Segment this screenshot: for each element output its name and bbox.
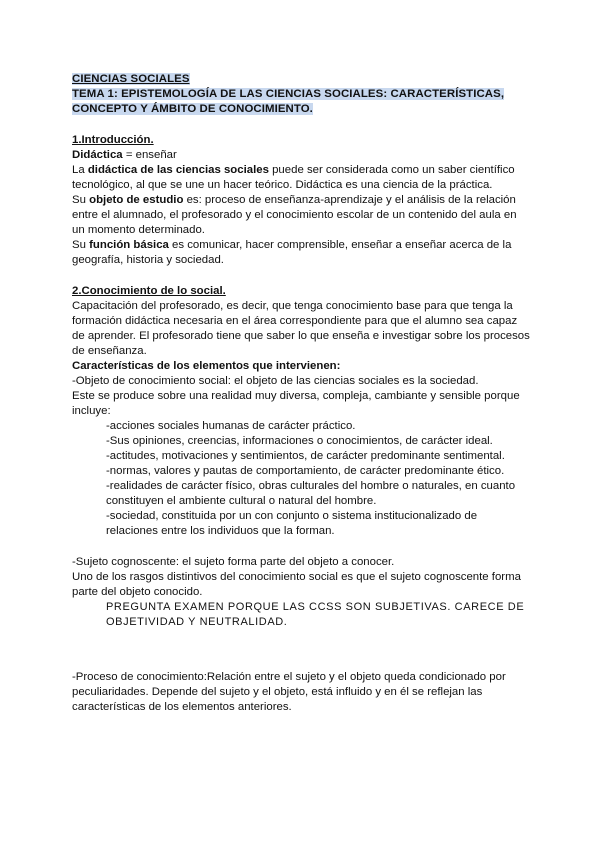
p3-bold: función básica — [89, 239, 169, 251]
document-title-block — [72, 72, 532, 117]
p1-prefix: La — [72, 164, 88, 176]
sujeto-line: -Sujeto cognoscente: el sujeto forma parte del objeto a conocer. — [72, 556, 395, 568]
topic-title-line-1: TEMA 1: EPISTEMOLOGÍA DE LAS CIENCIAS SOCIALES: CARACTERÍSTICAS, — [72, 88, 505, 100]
didactica-definition — [72, 148, 532, 163]
p3-prefix: Su — [72, 239, 90, 251]
p2-bold: objeto de estudio — [89, 194, 184, 206]
sujeto-text: Uno de los rasgos distintivos del conocimiento social es que el sujeto cognoscente forma parte del objeto conocido. — [72, 571, 521, 598]
list-item: -normas, valores y pautas de comportamiento, de carácter predominante ético. — [106, 465, 505, 477]
list-item: -Sus opiniones, creencias, informaciones o conocimientos, de carácter ideal. — [106, 435, 493, 447]
didactica-term: Didáctica — [72, 149, 123, 161]
list-item: -realidades de carácter físico, obras culturales del hombre o naturales, en cuanto constituyen el ambiente cultural o natural del hombre. — [106, 480, 516, 507]
p2-text: es: proceso de enseñanza-aprendizaje y el análisis de la relación entre el alumnado, el profesorado y el conocimiento escolar de un contenido del aula en un momento determinado. — [72, 194, 517, 236]
section-2-paragraph: Capacitación del profesorado, es decir, que tenga conocimiento base para que tenga la formación didáctica necesaria en el área correspondiente para que el alumno sea capaz de aprender. El profesorado tiene que saber lo que enseña e investigar sobre los procesos de enseñanza. — [72, 300, 530, 357]
characteristics-list — [72, 419, 532, 539]
subject-title: CIENCIAS SOCIALES — [72, 73, 190, 85]
topic-title-line-2: CONCEPTO Y ÁMBITO DE CONOCIMIENTO. — [72, 103, 313, 115]
document-body — [72, 72, 532, 715]
section-2-heading: 2.Conocimiento de lo social. — [72, 285, 226, 297]
p1-text: puede ser considerada como un saber científico tecnológico, al que se une un hacer teórico. Didáctica es una ciencia de la práctica. — [72, 164, 515, 191]
list-item: -actitudes, motivaciones y sentimientos, de carácter predominante sentimental. — [106, 450, 505, 462]
objeto-intro: Este se produce sobre una realidad muy diversa, compleja, cambiante y sensible porque incluye: — [72, 390, 520, 417]
p1-bold: didáctica de las ciencias sociales — [87, 164, 269, 176]
section-1-heading: 1.Introducción. — [72, 134, 154, 146]
p3-text: es comunicar, hacer comprensible, enseñar a enseñar acerca de la geografía, historia y sociedad. — [72, 239, 512, 266]
intro-paragraph-1 — [72, 163, 532, 193]
didactica-meaning: = enseñar — [122, 149, 177, 161]
objeto-line: -Objeto de conocimiento social: el objeto de las ciencias sociales es la sociedad. — [72, 375, 479, 387]
exam-note: PREGUNTA EXAMEN PORQUE LAS CCSS SON SUBJETIVAS. CARECE DE OBJETIVIDAD Y NEUTRALIDAD. — [106, 601, 525, 628]
p2-prefix: Su — [72, 194, 90, 206]
proceso-paragraph: -Proceso de conocimiento:Relación entre el sujeto y el objeto queda condicionado por peculiaridades. Depende del sujeto y el objeto, está influido y en él se reflejan las características de los elementos anteriores. — [72, 671, 506, 713]
intro-paragraph-3 — [72, 238, 532, 268]
list-item: -acciones sociales humanas de carácter práctico. — [106, 420, 356, 432]
list-item: -sociedad, constituida por un con conjunto o sistema institucionalizado de relaciones entre los individuos que la forman. — [106, 510, 478, 537]
characteristics-subheading-text: Características de los elementos que intervienen: — [72, 360, 341, 372]
characteristics-subheading — [72, 359, 532, 374]
intro-paragraph-2 — [72, 193, 532, 238]
